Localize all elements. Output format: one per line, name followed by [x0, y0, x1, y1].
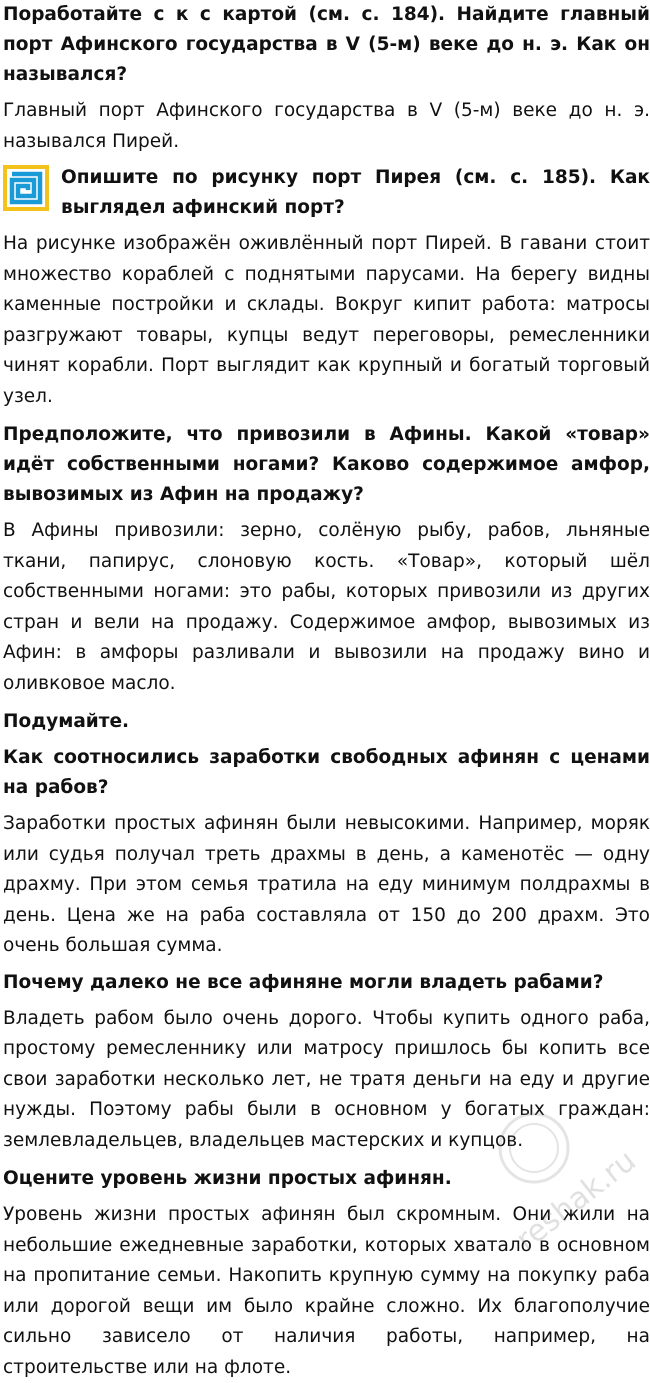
question-living-standard: Оцените уровень жизни простых афинян.	[3, 1168, 452, 1189]
question-row-piraeus	[3, 163, 650, 223]
answer-living-standard: Уровень жизни простых афинян был скромным. Они жили на небольшие ежедневные заработки, которых хватало в основном на пропитание семьи. Накопить крупную сумму на покупку раба или дорогой вещи им было крайне сложно. Их благополучие сильно зависело от наличия работы, например, на строительстве или на флоте.	[3, 1204, 650, 1378]
answer-imports: В Афины привозили: зерно, солёную рыбу, рабов, льняные ткани, папирус, слоновую кость. «Товар», который шёл собственными ногами: это рабы, которых привозили из других стран и вели на продажу. Содержимое амфор, вывозимых из Афин: в амфоры разливали и вывозили на продажу вино и оливковое масло.	[3, 520, 650, 694]
question-earnings: Как соотносились заработки свободных афинян с ценами на рабов?	[3, 747, 650, 798]
answer-map-port: Главный порт Афинского государства в V (5-м) веке до н. э. назывался Пирей.	[3, 100, 650, 152]
answer-piraeus: На рисунке изображён оживлённый порт Пирей. В гавани стоит множество кораблей с поднятыми парусами. На берегу видны каменные постройки и склады. Вокруг кипит работа: матросы разгружают товары, купцы ведут переговоры, ремесленники чинят корабли. Порт выглядит как крупный и богатый торговый узел.	[3, 233, 650, 407]
question-slave-owners: Почему далеко не все афиняне могли владеть рабами?	[3, 971, 604, 993]
section-heading-think: Подумайте.	[3, 711, 130, 732]
answer-earnings: Заработки простых афинян были невысокими. Например, моряк или судья получал треть драхмы в день, а каменотёс — одну драхму. При этом семья тратила на еду минимум полдрахмы в день. Цена же на раба составляла от 150 до 200 драхм. Это очень большая сумма.	[3, 813, 650, 956]
answer-slave-owners: Владеть рабом было очень дорого. Чтобы купить одного раба, простому ремесленнику или матросу пришлось бы копить все свои заработки несколько лет, не тратя деньги на еду и другие нужды. Поэтому рабы были в основном у богатых граждан: землевладельцев, владельцев мастерских и купцов.	[3, 1007, 650, 1151]
watermark-text: reshak.ru	[509, 1143, 643, 1258]
question-map-port: Поработайте с к с картой (см. с. 184). Найдите главный порт Афинского государства в V (5-м) веке до н. э. Как он назывался?	[3, 4, 650, 85]
question-piraeus: Опишите по рисунку порт Пирея (см. с. 185). Как выглядел афинский порт?	[61, 167, 650, 218]
greek-key-icon	[3, 165, 49, 211]
question-imports: Предположите, что привозили в Афины. Какой «товар» идёт собственными ногами? Каково содержимое амфор, вывозимых из Афин на продажу?	[3, 424, 650, 505]
